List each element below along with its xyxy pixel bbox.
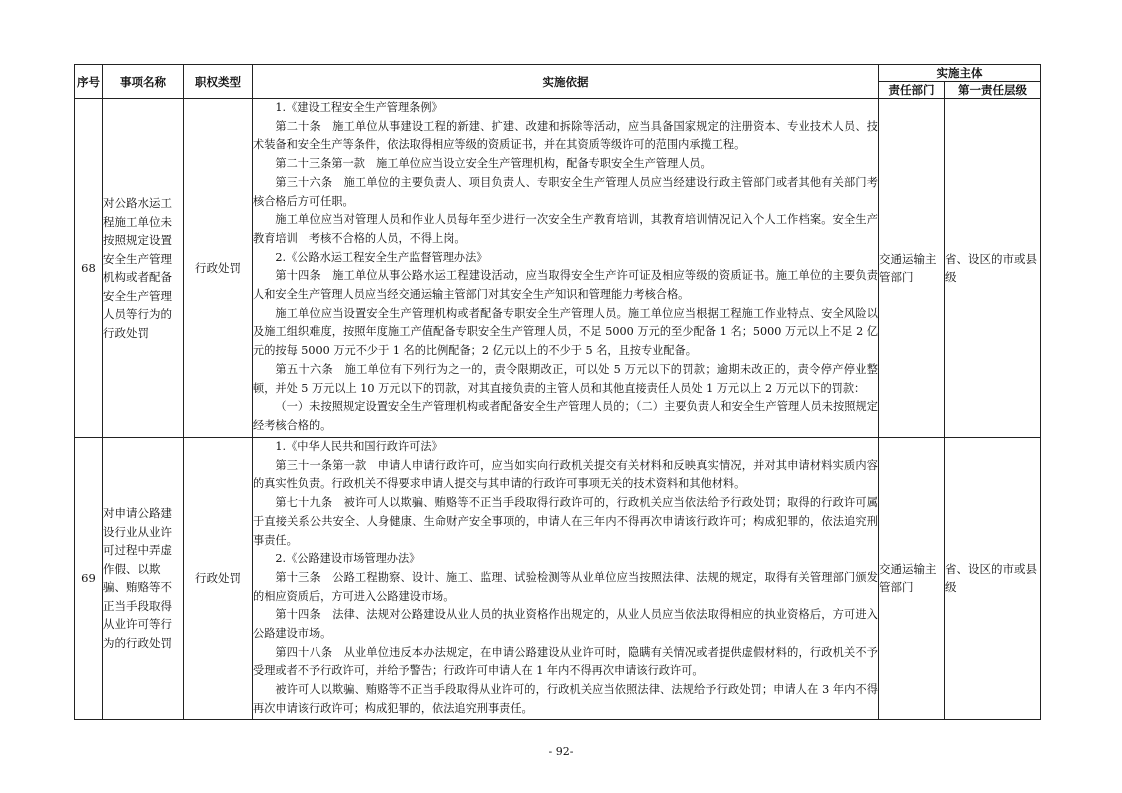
basis-line: 第四十八条 从业单位违反本办法规定，在申请公路建设从业许可时，隐瞒有关情况或者提供虚假材料的，行政机关不予受理或者不予行政许可，并给予警告；行政许可申请人在 1 年内不得再次申请该行政许可。 xyxy=(253,645,878,678)
basis-line: 1.《建设工程安全生产管理条例》 xyxy=(275,101,443,114)
row-dept: 交通运输主管部门 xyxy=(879,99,945,438)
row-name: 对申请公路建设行业从业许可过程中弄虚作假、以欺骗、贿赂等不正当手段取得从业许可等行为的行政处罚 xyxy=(103,438,184,720)
page-number: - 92- xyxy=(548,745,574,758)
row-level: 省、设区的市或县级 xyxy=(945,438,1041,720)
basis-line: 第五十六条 施工单位有下列行为之一的，责令限期改正，可以处 5 万元以下的罚款；逾期未改正的，责令停产停业整顿，并处 5 万元以上 10 万元以下的罚款，对其直接负责的主管人员和其他直接责任人员处 1 万元以上 2 万元以下的罚款： xyxy=(253,362,878,395)
header-basis: 实施依据 xyxy=(253,65,879,99)
basis-line: 2.《公路水运工程安全生产监督管理办法》 xyxy=(275,250,488,264)
basis-line: 第十四条 施工单位从事公路水运工程建设活动，应当取得安全生产许可证及相应等级的资质证书。施工单位的主要负责人和安全生产管理人员应当经交通运输主管部门对其安全生产知识和管理能力考核合格。 xyxy=(253,269,878,302)
table-row xyxy=(75,99,1041,438)
table-row xyxy=(75,438,1041,720)
row-dept: 交通运输主管部门 xyxy=(879,438,945,720)
basis-line: 施工单位应当对管理人员和作业人员每年至少进行一次安全生产教育培训，其教育培训情况记入个人工作档案。安全生产教育培训 考核不合格的人员，不得上岗。 xyxy=(253,213,878,245)
basis-line: 第三十六条 施工单位的主要负责人、项目负责人、专职安全生产管理人员应当经建设行政主管部门或者其他有关部门考核合格后方可任职。 xyxy=(253,175,878,208)
header-dept: 责任部门 xyxy=(879,82,945,99)
header-row-1 xyxy=(75,65,1041,82)
header-name: 事项名称 xyxy=(103,65,184,99)
row-basis xyxy=(253,438,879,720)
basis-line: （一）未按照规定设置安全生产管理机构或者配备安全生产管理人员的；（二）主要负责人和安全生产管理人员未按照规定经考核合格的。 xyxy=(253,400,878,432)
basis-line: 第三十一条第一款 申请人申请行政许可，应当如实向行政机关提交有关材料和反映真实情况，并对其申请材料实质内容的真实性负责。行政机关不得要求申请人提交与其申请的行政许可事项无关的技术资料和其他材料。 xyxy=(253,458,878,491)
basis-line: 被许可人以欺骗、贿赂等不正当手段取得从业许可的，行政机关应当依照法律、法规给予行政处罚；申请人在 3 年内不得再次申请该行政许可；构成犯罪的，依法追究刑事责任。 xyxy=(253,683,878,715)
header-subject: 实施主体 xyxy=(879,65,1041,82)
header-level: 第一责任层级 xyxy=(945,82,1041,99)
basis-line: 2.《公路建设市场管理办法》 xyxy=(275,552,421,566)
basis-line: 第二十三条第一款 施工单位应当设立安全生产管理机构，配备专职安全生产管理人员。 xyxy=(275,157,712,171)
basis-line: 第二十条 施工单位从事建设工程的新建、扩建、改建和拆除等活动，应当具备国家规定的注册资本、专业技术人员、技术装备和安全生产等条件，依法取得相应等级的资质证书，并在其资质等级许可的范围内承揽工程。 xyxy=(253,119,878,152)
basis-line: 第七十九条 被许可人以欺骗、贿赂等不正当手段取得行政许可的，行政机关应当依法给予行政处罚；取得的行政许可属于直接关系公共安全、人身健康、生命财产安全事项的，申请人在三年内不得再次申请该行政许可；构成犯罪的，依法追究刑事责任。 xyxy=(253,496,878,547)
row-type: 行政处罚 xyxy=(184,99,253,438)
basis-line: 第十三条 公路工程勘察、设计、施工、监理、试验检测等从业单位应当按照法律、法规的规定，取得有关管理部门颁发的相应资质后，方可进入公路建设市场。 xyxy=(253,570,878,603)
header-type: 职权类型 xyxy=(184,65,253,99)
row-level: 省、设区的市或县级 xyxy=(945,99,1041,438)
row-seq: 68 xyxy=(75,99,103,438)
basis-line: 第十四条 法律、法规对公路建设从业人员的执业资格作出规定的，从业人员应当依法取得相应的执业资格后，方可进入公路建设市场。 xyxy=(253,608,878,641)
header-seq: 序号 xyxy=(75,65,103,99)
basis-line: 1.《中华人民共和国行政许可法》 xyxy=(275,440,443,453)
basis-line: 施工单位应当设置安全生产管理机构或者配备专职安全生产管理人员。施工单位应当根据工程施工作业特点、安全风险以及施工组织难度，按照年度施工产值配备专职安全生产管理人员，不足 5000 万元的至少配备 1 名；5000 万元以上不足 2 亿元的按每 5000 万元不少于 1 名的比例配备；2 亿元以上的不少于 5 名，且按专业配备。 xyxy=(253,306,878,358)
row-basis xyxy=(253,99,879,438)
row-seq: 69 xyxy=(75,438,103,720)
row-name: 对公路水运工程施工单位未按照规定设置安全生产管理机构或者配备安全生产管理人员等行为的行政处罚 xyxy=(103,99,184,438)
enforcement-table xyxy=(74,64,1041,720)
row-type: 行政处罚 xyxy=(184,438,253,720)
